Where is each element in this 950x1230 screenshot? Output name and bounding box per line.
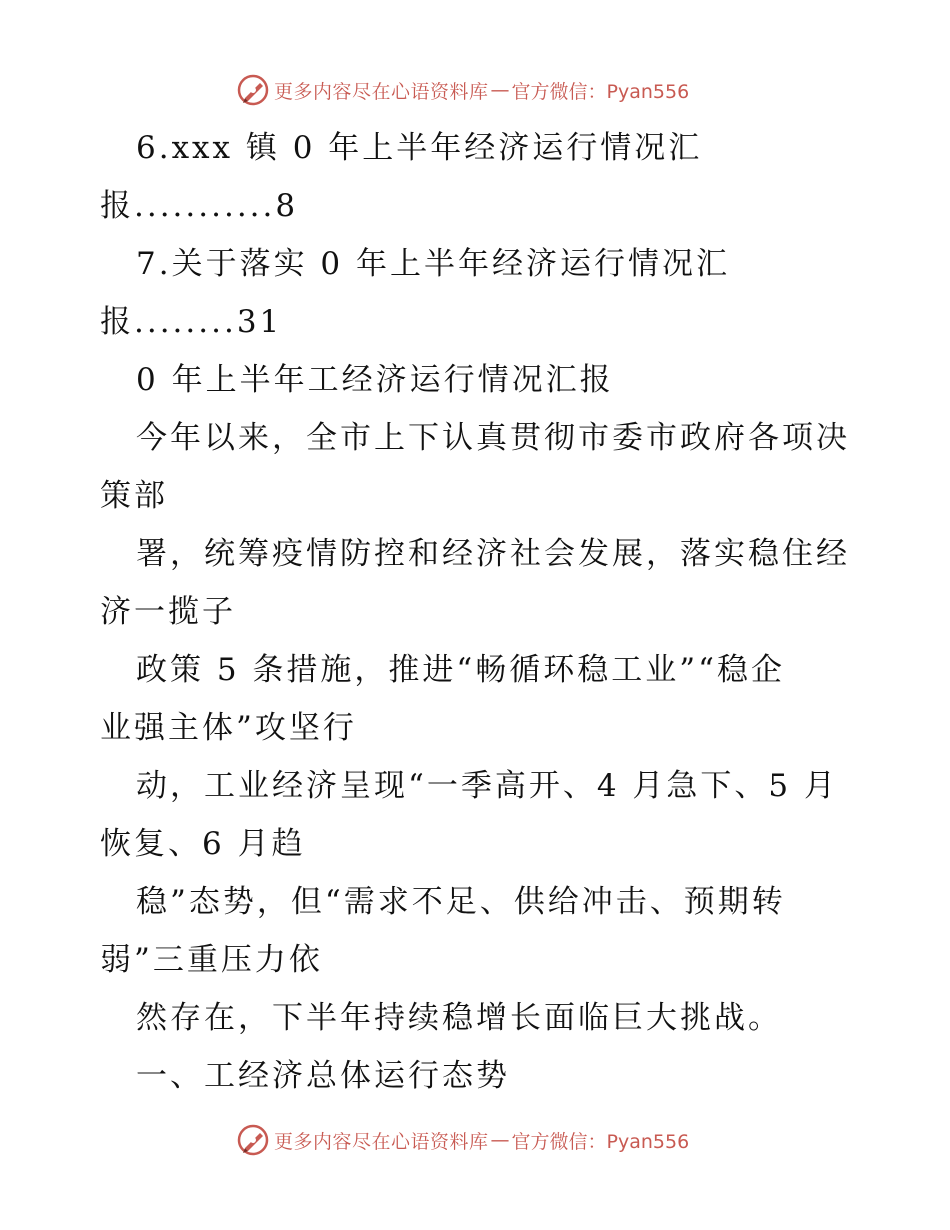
paragraph-line: 署，统筹疫情防控和经济社会发展，落实稳住经 — [136, 536, 850, 572]
watermark-separator: — — [490, 1129, 510, 1151]
paragraph-line: 策部 — [100, 478, 168, 514]
paragraph-line: 稳”态势，但“需求不足、供给冲击、预期转 — [136, 884, 786, 920]
paragraph-line: 今年以来，全市上下认真贯彻市委市政府各项决 — [136, 420, 850, 456]
paragraph-line: 济一揽子 — [100, 594, 236, 630]
brush-pen-logo-icon — [236, 1123, 270, 1157]
paragraph-line: 恢复、6 月趋 — [100, 826, 306, 862]
header-watermark — [236, 72, 689, 108]
watermark-main-text: 更多内容尽在心语资料库 — [274, 80, 489, 103]
brush-pen-logo-icon — [236, 73, 270, 107]
watermark-separator: — — [490, 79, 510, 101]
paragraph-line: 动，工业经济呈现“一季高开、4 月急下、5 月 — [136, 768, 839, 804]
watermark-main-text: 更多内容尽在心语资料库 — [274, 1130, 489, 1153]
footer-watermark — [236, 1122, 689, 1158]
paragraph-line: 弱”三重压力依 — [100, 942, 323, 978]
toc-entry-7-continuation: 报........31 — [100, 304, 283, 340]
toc-entry-6: 6.xxx 镇 0 年上半年经济运行情况汇 — [136, 130, 703, 166]
watermark-suffix-text: 官方微信：Pyan556 — [511, 80, 690, 103]
paragraph-line: 业强主体”攻坚行 — [100, 710, 357, 746]
paragraph-line: 然存在，下半年持续稳增长面临巨大挑战。 — [136, 1000, 782, 1036]
section-title: 0 年上半年工经济运行情况汇报 — [136, 362, 614, 398]
toc-entry-6-continuation: 报...........8 — [100, 188, 299, 224]
toc-entry-7: 7.关于落实 0 年上半年经济运行情况汇 — [136, 246, 731, 282]
section-heading: 一、工经济总体运行态势 — [136, 1058, 510, 1094]
watermark-suffix-text: 官方微信：Pyan556 — [511, 1130, 690, 1153]
paragraph-line: 政策 5 条措施，推进“畅循环稳工业”“稳企 — [136, 652, 785, 688]
